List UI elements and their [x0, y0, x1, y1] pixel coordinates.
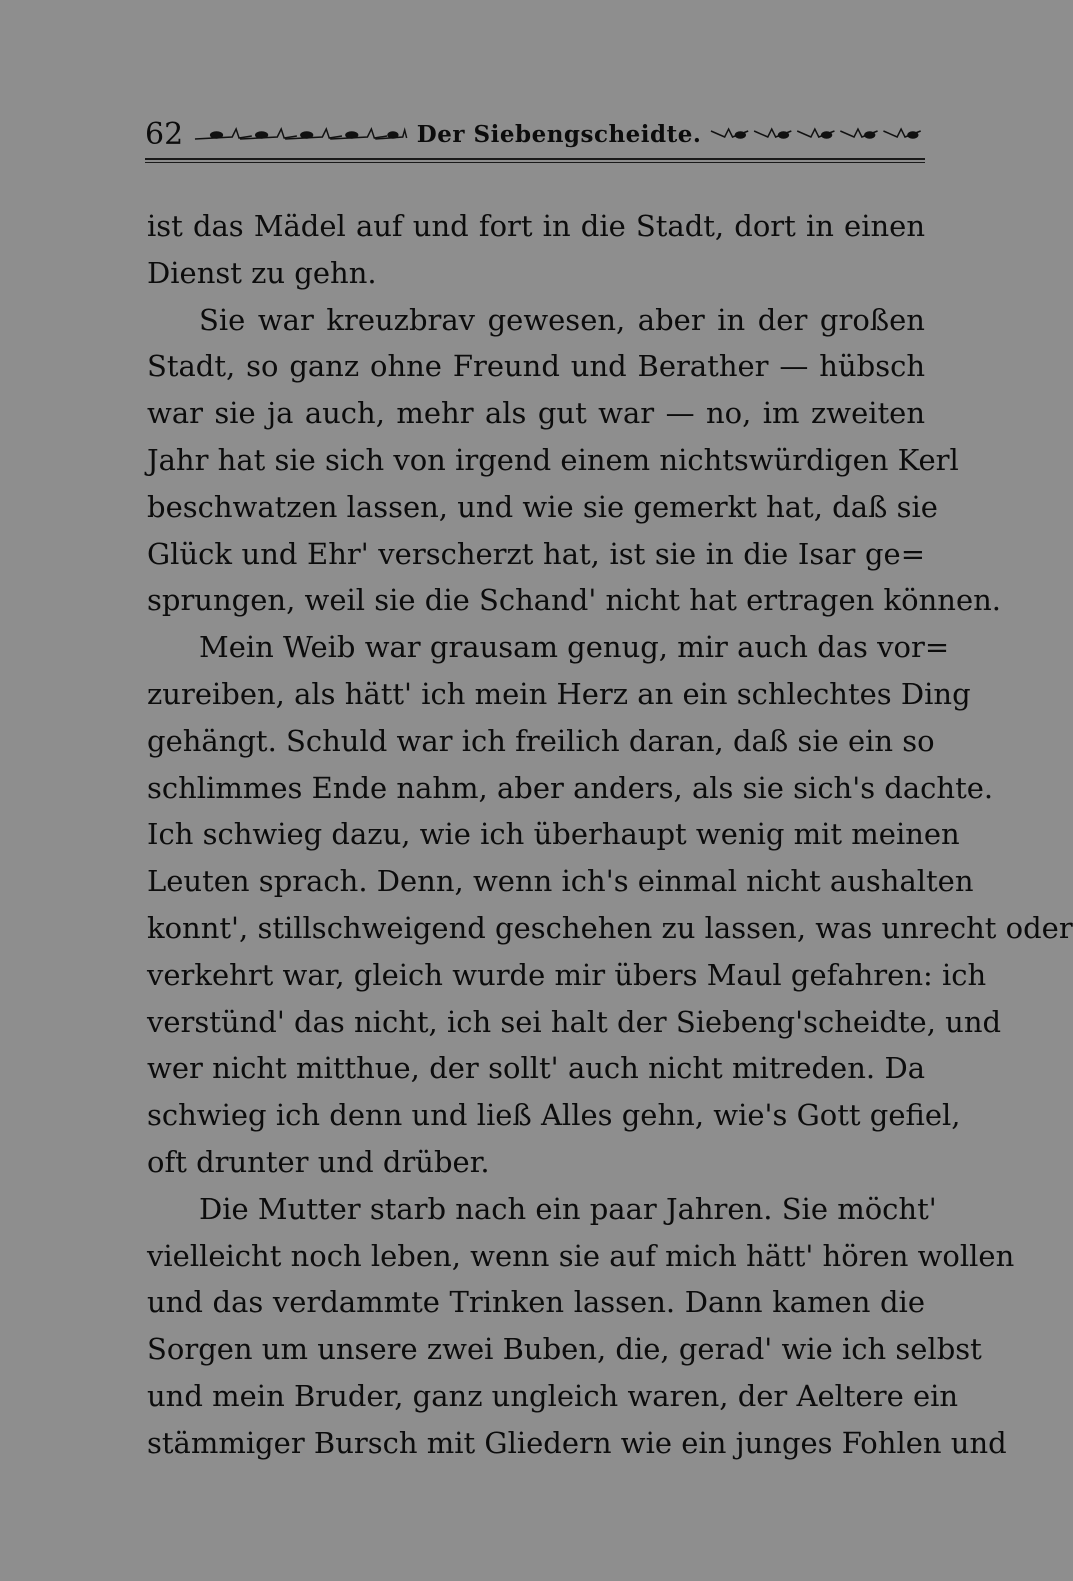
text-line: Dienst zu gehn. [147, 255, 377, 290]
text-line: Sorgen um unsere zwei Buben, die, gerad' wie ich selbst [147, 1332, 982, 1367]
text-line: Leuten sprach. Denn, wenn ich's einmal nicht aushalten [147, 864, 974, 899]
left-ornament-icon [193, 123, 409, 145]
text-line: Stadt, so ganz ohne Freund und Berather — hübsch [147, 349, 925, 384]
text-line: vielleicht noch leben, wenn sie auf mich hätt' hören wollen [147, 1238, 1015, 1273]
text-line: schwieg ich denn und ließ Alles gehn, wie's Gott gefiel, [147, 1098, 961, 1133]
text-line: Sie war kreuzbrav gewesen, aber in der großen [199, 302, 925, 337]
text-line: war sie ja auch, mehr als gut war — no, im zweiten [147, 396, 925, 431]
page-number: 62 [145, 116, 184, 152]
text-line: Jahr hat sie sich von irgend einem nichtswürdigen Kerl [147, 442, 959, 477]
text-line: schlimmes Ende nahm, aber anders, als sie sich's dachte. [147, 770, 994, 805]
text-line: und mein Bruder, ganz ungleich waren, der Aeltere ein [147, 1378, 959, 1413]
running-header [145, 112, 925, 156]
text-line: oft drunter und drüber. [147, 1144, 490, 1179]
text-line: sprungen, weil sie die Schand' nicht hat ertragen können. [147, 583, 1001, 618]
right-ornament-icon [709, 123, 925, 145]
text-line: Glück und Ehr' verscherzt hat, ist sie in die Isar ge= [147, 536, 925, 571]
text-line: wer nicht mitthue, der sollt' auch nicht mitreden. Da [147, 1051, 925, 1086]
header-rule [145, 158, 925, 164]
text-line: stämmiger Bursch mit Gliedern wie ein junges Fohlen und [147, 1425, 1007, 1460]
running-title: Der Siebengscheidte. [416, 120, 702, 148]
text-line: ist das Mädel auf und fort in die Stadt, dort in einen [147, 209, 925, 243]
body-text [147, 203, 1073, 1467]
text-line: zureiben, als hätt' ich mein Herz an ein schlechtes Ding [147, 676, 971, 711]
text-line: und das verdammte Trinken lassen. Dann kamen die [147, 1285, 925, 1320]
text-line: konnt', stillschweigend geschehen zu lassen, was unrecht oder [147, 910, 1073, 945]
text-line: Die Mutter starb nach ein paar Jahren. Sie möcht' [199, 1191, 937, 1226]
text-line: verstünd' das nicht, ich sei halt der Siebeng'scheidte, und [147, 1004, 1002, 1039]
text-line: Ich schwieg dazu, wie ich überhaupt wenig mit meinen [147, 817, 960, 852]
text-line: beschwatzen lassen, und wie sie gemerkt hat, daß sie [147, 489, 938, 524]
text-line: verkehrt war, gleich wurde mir übers Maul gefahren: ich [147, 957, 987, 992]
text-line: gehängt. Schuld war ich freilich daran, daß sie ein so [147, 723, 935, 758]
text-line: Mein Weib war grausam genug, mir auch das vor= [199, 630, 950, 665]
